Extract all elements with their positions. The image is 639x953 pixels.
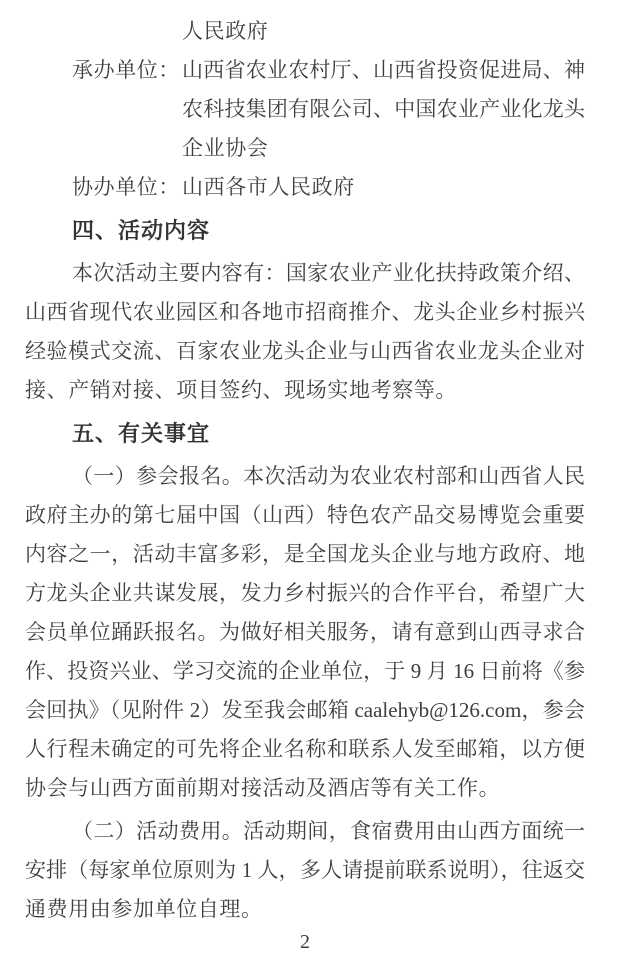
section5-para2-line-1: （二）活动费用。活动期间，食宿费用由山西方面统一 bbox=[72, 819, 585, 843]
host-organizer-text-1: 山西省农业农村厅、山西省投资促进局、神 bbox=[182, 58, 585, 82]
section5-para1-line-4: 方龙头企业共谋发展，发力乡村振兴的合作平台，希望广大 bbox=[25, 581, 585, 605]
section5-para1-line-1: （一）参会报名。本次活动为农业农村部和山西省人民 bbox=[72, 464, 585, 488]
section4-para-line-2: 山西省现代农业园区和各地市招商推介、龙头企业乡村振兴 bbox=[25, 300, 585, 324]
section5-para1-line-2: 政府主办的第七届中国（山西）特色农产品交易博览会重要 bbox=[25, 503, 585, 527]
section-heading-5: 五、有关事宜 bbox=[72, 421, 211, 446]
host-organizer-label: 承办单位： bbox=[72, 58, 180, 82]
section5-para1-line-9: 协会与山西方面前期对接活动及酒店等有关工作。 bbox=[25, 776, 501, 800]
section5-para1-line-3: 内容之一，活动丰富多彩，是全国龙头企业与地方政府、地 bbox=[25, 542, 585, 566]
section-heading-4: 四、活动内容 bbox=[72, 218, 211, 243]
section4-para-line-4: 接、产销对接、项目签约、现场实地考察等。 bbox=[25, 378, 457, 402]
section5-para1-line-6: 作、投资兴业、学习交流的企业单位，于 9 月 16 日前将《参 bbox=[25, 659, 585, 683]
organizer-continuation-line: 人民政府 bbox=[182, 19, 269, 43]
host-organizer-line bbox=[72, 51, 585, 90]
host-organizer-text-2: 农科技集团有限公司、中国农业产业化龙头 bbox=[182, 97, 585, 121]
co-organizer-line bbox=[72, 168, 585, 207]
host-organizer-text-3: 企业协会 bbox=[182, 136, 269, 160]
section5-para1-line-5: 会员单位踊跃报名。为做好相关服务，请有意到山西寻求合 bbox=[25, 620, 585, 644]
section4-para-line-1: 本次活动主要内容有：国家农业产业化扶持政策介绍、 bbox=[72, 261, 585, 285]
section5-para1-line-8: 人行程未确定的可先将企业名称和联系人发至邮箱，以方便 bbox=[25, 737, 585, 761]
page-number: 2 bbox=[300, 931, 310, 953]
section5-para1-line-7: 会回执》（见附件 2）发至我会邮箱 caalehyb@126.com，参会 bbox=[25, 698, 585, 722]
section4-para-line-3: 经验模式交流、百家农业龙头企业与山西省农业龙头企业对 bbox=[25, 339, 585, 363]
co-organizer-label: 协办单位： bbox=[72, 175, 180, 199]
section5-para2-line-2: 安排（每家单位原则为 1 人，多人请提前联系说明），往返交 bbox=[25, 858, 585, 882]
section5-para2-line-3: 通费用由参加单位自理。 bbox=[25, 897, 263, 921]
co-organizer-text: 山西各市人民政府 bbox=[182, 175, 355, 199]
